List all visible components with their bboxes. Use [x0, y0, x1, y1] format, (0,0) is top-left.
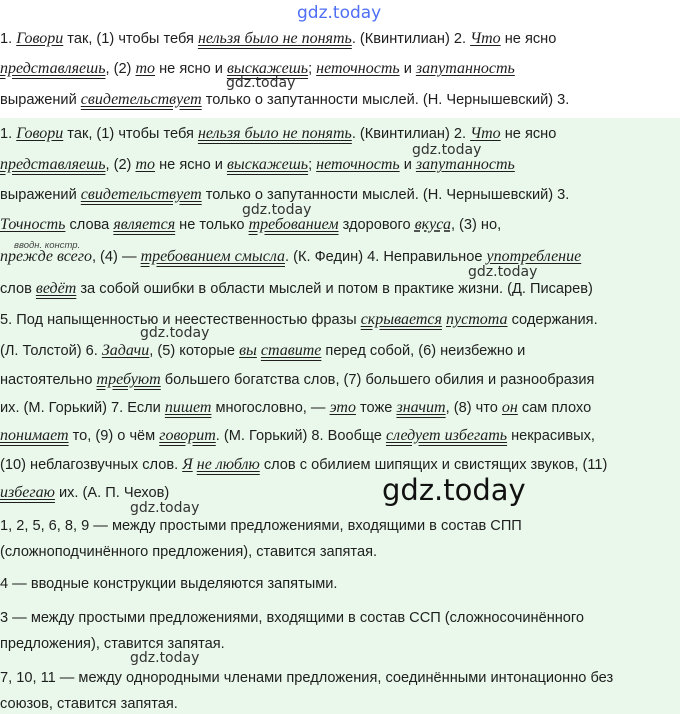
text-fragment: слова — [65, 217, 114, 233]
sentence-member: представляешь — [0, 60, 106, 77]
watermark: gdz.today — [412, 142, 482, 158]
sentence-member: ведёт — [35, 280, 77, 297]
sentence-member: не люблю — [196, 456, 260, 473]
sentence-member: то — [135, 156, 156, 173]
text-fragment: . (М. Горький) 8. Вообще — [215, 428, 386, 444]
sentence-member: требованием смысла — [140, 248, 285, 265]
text-fragment: , (2) — [105, 61, 136, 77]
sentence-member: прежде всего — [0, 248, 92, 265]
text-fragment: , (5) которые — [149, 343, 240, 359]
sentence-member: пишет — [164, 399, 212, 416]
task-line — [0, 30, 556, 48]
task-line — [0, 91, 569, 109]
note-line: 1, 2, 5, 6, 8, 9 — между простыми предложениями, входящими в состав СПП — [0, 518, 522, 534]
sentence-member: свидетельствует — [80, 186, 202, 203]
text-fragment: так, (1) чтобы тебя — [63, 126, 198, 142]
text-fragment: , (8) что — [445, 400, 502, 416]
answer-line — [0, 456, 607, 474]
sentence-member: ставите — [260, 342, 322, 359]
sentence-member: требуют — [96, 371, 161, 388]
sentence-member: Говори — [16, 30, 64, 47]
sentence-member: Что — [470, 30, 501, 47]
answer-line — [0, 427, 595, 445]
watermark: gdz.today — [130, 500, 200, 516]
text-fragment: , (2) — [105, 157, 136, 173]
text-fragment: за собой ошибки в области мыслей и потом в практике жизни. (Д. Писарев) — [76, 281, 593, 297]
note-line: (сложноподчинённого предложения), ставится запятая. — [0, 544, 378, 560]
answer-line — [0, 399, 591, 417]
intro-construction-note: вводн. констр. — [14, 240, 81, 251]
text-fragment: слов с обилием шипящих и свистящих звуков, (11) — [259, 457, 608, 473]
text-fragment: не ясно и — [155, 157, 227, 173]
sentence-member: пустота — [446, 311, 508, 328]
text-fragment: , (4) — — [91, 249, 141, 265]
note-line: предложения), ставится запятая. — [0, 636, 225, 652]
sentence-member: неточность — [316, 60, 400, 77]
sentence-member: говорит — [159, 427, 216, 444]
note-line: 4 — вводные конструкции выделяются запятыми. — [0, 576, 338, 592]
text-fragment: только о запутанности мыслей. (Н. Чернышевский) 3. — [201, 187, 570, 203]
note-line: союзов, ставится запятая. — [0, 696, 178, 712]
text-fragment: (10) неблагозвучных слов. — [0, 457, 183, 473]
sentence-member: Говори — [16, 125, 64, 142]
sentence-member: выскажешь — [226, 156, 309, 173]
sentence-member: он — [501, 399, 518, 416]
text-fragment: здорового — [338, 217, 415, 233]
sentence-member: значит — [396, 399, 446, 416]
text-fragment: перед собой, (6) неизбежно и — [321, 343, 526, 359]
watermark-large: gdz.today — [382, 473, 526, 507]
sentence-member: следует избегать — [385, 427, 508, 444]
sentence-member: выскажешь — [226, 60, 309, 77]
answer-line — [0, 311, 598, 329]
watermark-top: gdz.today — [297, 3, 382, 23]
sentence-member: это — [329, 399, 356, 416]
sentence-member: запутанность — [415, 60, 515, 77]
sentence-member: требованием — [248, 216, 339, 233]
text-fragment: ; — [308, 157, 317, 173]
text-fragment: . (К. Федин) 4. Неправильное — [285, 249, 487, 265]
text-fragment: только о запутанности мыслей. (Н. Чернышевский) 3. — [201, 92, 570, 108]
sentence-member: понимает — [0, 427, 69, 444]
answer-line — [0, 216, 501, 234]
sentence-member: нельзя было не понять — [197, 30, 352, 47]
sentence-member: неточность — [316, 156, 400, 173]
text-fragment: так, (1) чтобы тебя — [63, 31, 198, 47]
sentence-member: нельзя было не понять — [197, 125, 352, 142]
answer-line — [0, 371, 594, 389]
sentence-member: то — [135, 60, 156, 77]
text-fragment: сам плохо — [517, 400, 592, 416]
text-fragment: содержания. — [507, 312, 598, 328]
sentence-member: Что — [470, 125, 501, 142]
answer-line — [0, 125, 556, 143]
text-fragment: не ясно — [500, 31, 557, 47]
text-fragment: , (3) но, — [450, 217, 502, 233]
sentence-member: свидетельствует — [80, 91, 202, 108]
watermark: gdz.today — [468, 264, 538, 280]
text-fragment: то, (9) о чём — [68, 428, 160, 444]
text-fragment: . (Квинтилиан) 2. — [351, 126, 471, 142]
text-fragment: тоже — [355, 400, 397, 416]
watermark: gdz.today — [242, 202, 312, 218]
sentence-member: представляешь — [0, 156, 106, 173]
sentence-member: избегаю — [0, 484, 55, 501]
answer-line — [0, 280, 593, 298]
sentence-member: является — [113, 216, 176, 233]
text-fragment: не только — [175, 217, 249, 233]
text-fragment: не ясно — [500, 126, 557, 142]
text-fragment: 1. — [0, 126, 17, 142]
sentence-member: употребление — [486, 248, 582, 265]
text-fragment: некрасивых, — [507, 428, 595, 444]
sentence-member: Задачи — [101, 342, 150, 359]
sentence-member: запутанность — [415, 156, 515, 173]
text-fragment: их. (А. П. Чехов) — [54, 485, 170, 501]
text-fragment: слов — [0, 281, 36, 297]
sentence-member: вкуса — [414, 216, 451, 233]
text-fragment: большего богатства слов, (7) большего обилия и разнообразия — [160, 372, 595, 388]
text-fragment: многословно, — — [211, 400, 330, 416]
text-fragment: (Л. Толстой) 6. — [0, 343, 102, 359]
answer-line — [0, 156, 515, 174]
watermark: gdz.today — [130, 650, 200, 666]
sentence-member: Я — [182, 456, 193, 473]
text-fragment: настоятельно — [0, 372, 97, 388]
text-fragment: 1. — [0, 31, 17, 47]
text-fragment: не ясно и — [155, 61, 227, 77]
sentence-member: вы — [239, 342, 257, 359]
text-fragment: . (Квинтилиан) 2. — [351, 31, 471, 47]
text-fragment: выражений — [0, 92, 81, 108]
text-fragment: и — [399, 61, 416, 77]
note-line: 7, 10, 11 — между однородными членами предложения, соединёнными интонационно без — [0, 670, 614, 686]
sentence-member: скрывается — [360, 311, 442, 328]
note-line: 3 — между простыми предложениями, входящими в состав ССП (сложносочинённого — [0, 610, 585, 626]
answer-line — [0, 342, 525, 360]
text-fragment: выражений — [0, 187, 81, 203]
text-fragment: ; — [308, 61, 317, 77]
watermark: gdz.today — [226, 75, 296, 91]
text-fragment: 5. Под напыщенностью и неестественностью фразы — [0, 312, 361, 328]
text-fragment: их. (М. Горький) 7. Если — [0, 400, 165, 416]
sentence-member: Точность — [0, 216, 66, 233]
watermark: gdz.today — [140, 325, 210, 341]
text-fragment: и — [399, 157, 416, 173]
